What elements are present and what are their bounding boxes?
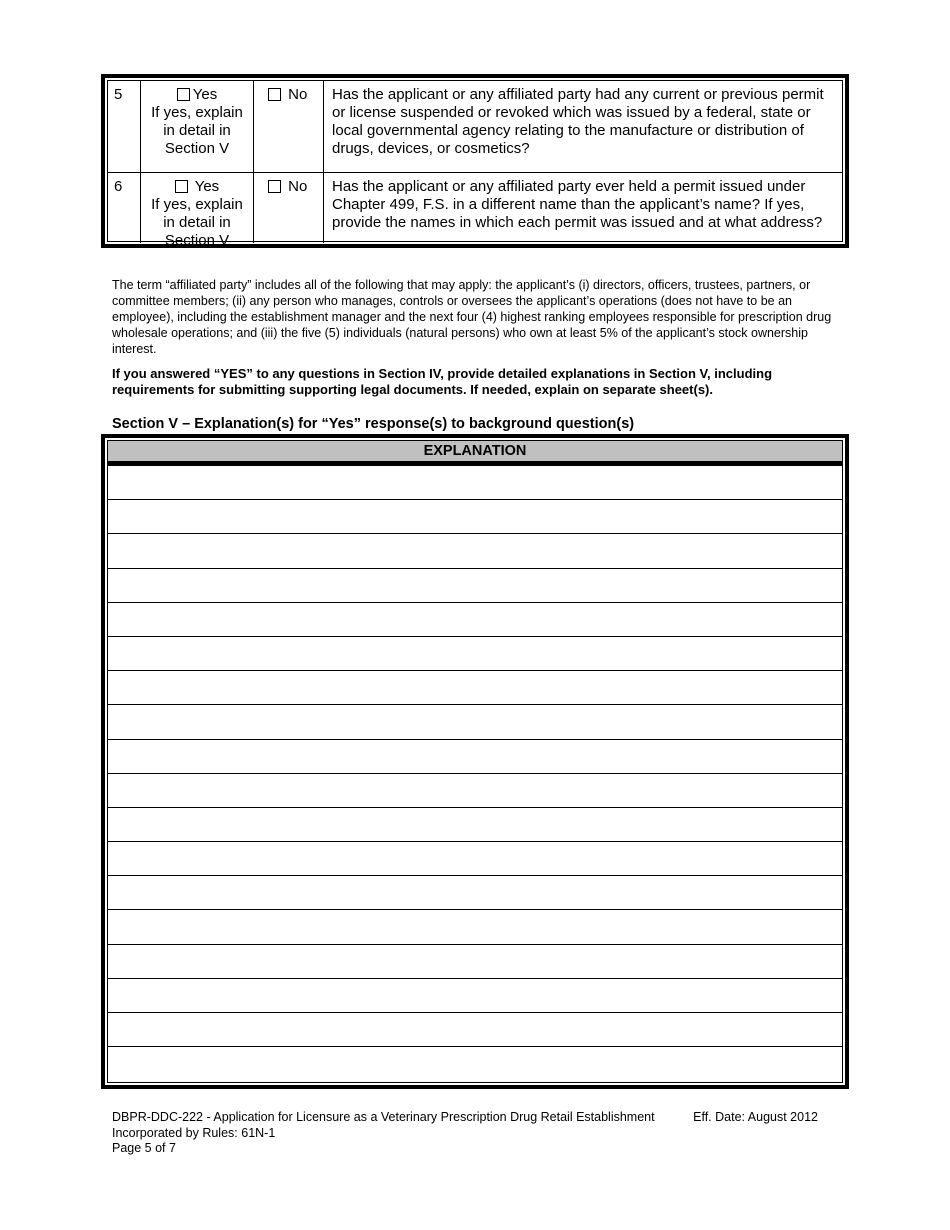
explanation-line[interactable] <box>108 466 842 500</box>
explanation-header: EXPLANATION <box>108 441 842 466</box>
yes-note-line: If yes, explain <box>151 104 243 121</box>
yes-label: Yes <box>192 86 218 103</box>
page-footer <box>112 1110 832 1157</box>
explanation-line[interactable] <box>108 671 842 705</box>
yes-note-line: If yes, explain <box>151 196 243 213</box>
yes-cell <box>141 173 254 249</box>
explanation-line[interactable] <box>108 808 842 842</box>
explanation-line[interactable] <box>108 774 842 808</box>
no-cell <box>254 173 324 243</box>
rules-reference: Incorporated by Rules: 61N-1 <box>112 1125 276 1140</box>
yes-note-line: Section V <box>164 140 230 157</box>
yes-checkbox[interactable] <box>177 88 190 101</box>
explanation-line[interactable] <box>108 945 842 979</box>
no-checkbox[interactable] <box>268 180 281 193</box>
yes-note-line: in detail in <box>163 122 231 139</box>
yes-note-line: Section V <box>164 232 230 249</box>
yes-instruction: If you answered “YES” to any questions in Section IV, provide detailed explanations in Section V, including requirements for submitting supporting legal documents. If needed, explain on separate sheet(s). <box>112 366 773 397</box>
explanation-line[interactable] <box>108 637 842 671</box>
question-number: 6 <box>108 173 141 243</box>
question-text: Has the applicant or any affiliated party ever held a permit issued under Chapter 499, F.S. in a different name than the applicant’s name? If yes, provide the names in which each permit was issued and at what address? <box>332 178 823 231</box>
no-checkbox[interactable] <box>268 88 281 101</box>
explanation-line[interactable] <box>108 740 842 774</box>
section-v-title: Section V – Explanation(s) for “Yes” response(s) to background question(s) <box>112 416 635 432</box>
explanation-line[interactable] <box>108 979 842 1013</box>
affiliated-party-definition: The term “affiliated party” includes all of the following that may apply: the applicant’s (i) directors, officers, trustees, partners, or committee members; (ii) any person who manages, controls or oversees the applicant’s operations (does not have to be an employee), including the establishment manager and the next four (4) highest ranking employees responsible for prescription drug wholesale operations; and (iii) the five (5) individuals (natural persons) who own at least 5% of the applicant’s stock ownership interest. <box>112 278 832 356</box>
explanation-line[interactable] <box>108 1047 842 1081</box>
form-title: DBPR-DDC-222 - Application for Licensure as a Veterinary Prescription Drug Retail Establishment <box>112 1110 655 1124</box>
explanation-line[interactable] <box>108 842 842 876</box>
explanation-line[interactable] <box>108 910 842 944</box>
explanation-line[interactable] <box>108 603 842 637</box>
explanation-table <box>101 434 849 1089</box>
question-text: Has the applicant or any affiliated party had any current or previous permit or license suspended or revoked which was issued by a federal, state or local governmental agency relating to the manufacture or distribution of drugs, devices, or cosmetics? <box>332 86 824 157</box>
yes-note-line: in detail in <box>163 214 231 231</box>
explanation-lines <box>108 466 842 1082</box>
yes-checkbox[interactable] <box>175 180 188 193</box>
explanation-line[interactable] <box>108 500 842 534</box>
question-row-5 <box>108 81 842 173</box>
yes-cell <box>141 81 254 172</box>
explanation-line[interactable] <box>108 1013 842 1047</box>
explanation-line[interactable] <box>108 876 842 910</box>
question-number: 5 <box>108 81 141 172</box>
no-label: No <box>288 178 308 195</box>
no-label: No <box>288 86 308 103</box>
explanation-line[interactable] <box>108 569 842 603</box>
page-number: Page 5 of 7 <box>112 1141 176 1155</box>
explanation-line[interactable] <box>108 705 842 739</box>
background-questions-table <box>101 74 849 248</box>
question-row-6 <box>108 173 842 249</box>
explanation-line[interactable] <box>108 534 842 568</box>
effective-date: Eff. Date: August 2012 <box>693 1110 818 1124</box>
yes-label: Yes <box>194 178 220 195</box>
no-cell <box>254 81 324 172</box>
